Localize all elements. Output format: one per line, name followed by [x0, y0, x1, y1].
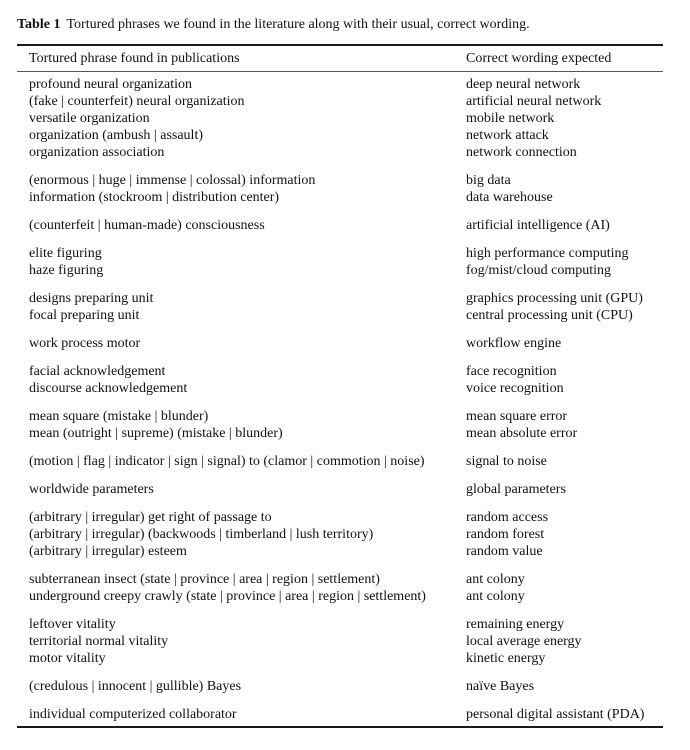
correct-wording-cell: data warehouse: [466, 190, 553, 205]
row-group: [17, 335, 663, 352]
row-group: [17, 706, 663, 723]
correct-wording-cell: network attack: [466, 128, 549, 143]
tortured-phrase-cell: leftover vitality: [29, 617, 116, 632]
table-row: [17, 127, 663, 144]
caption-text: Tortured phrases we found in the literature along with their usual, correct wording.: [66, 17, 530, 32]
correct-wording-cell: fog/mist/cloud computing: [466, 263, 612, 278]
table-row: [17, 678, 663, 695]
table-row: [17, 616, 663, 633]
correct-wording-cell: local average energy: [466, 634, 582, 649]
row-group: [17, 408, 663, 442]
table-header: [17, 46, 663, 71]
correct-wording-cell: remaining energy: [466, 617, 565, 632]
table-row: [17, 481, 663, 498]
correct-wording-cell: ant colony: [466, 572, 525, 587]
table-row: [17, 363, 663, 380]
row-group: [17, 172, 663, 206]
row-group: [17, 76, 663, 161]
tortured-phrase-cell: haze figuring: [29, 263, 104, 278]
tortured-phrase-cell: organization association: [29, 145, 165, 160]
row-group: [17, 509, 663, 560]
tortured-phrase-cell: (arbitrary | irregular) get right of passage to: [29, 510, 272, 525]
table-body: [17, 72, 663, 726]
table-row: [17, 262, 663, 279]
correct-wording-cell: personal digital assistant (PDA): [466, 707, 645, 722]
table-row: [17, 453, 663, 470]
correct-wording-cell: voice recognition: [466, 381, 564, 396]
row-group: [17, 481, 663, 498]
row-group: [17, 678, 663, 695]
tortured-phrase-cell: information (stockroom | distribution center): [29, 190, 280, 205]
correct-wording-cell: big data: [466, 173, 511, 188]
header-tortured-phrase: Tortured phrase found in publications: [29, 50, 240, 66]
tortured-phrase-cell: focal preparing unit: [29, 308, 140, 323]
row-group: [17, 363, 663, 397]
tortured-phrase-cell: discourse acknowledgement: [29, 381, 188, 396]
correct-wording-cell: deep neural network: [466, 77, 581, 92]
table-row: [17, 172, 663, 189]
table-row: [17, 76, 663, 93]
tortured-phrase-cell: (credulous | innocent | gullible) Bayes: [29, 679, 242, 694]
tortured-phrase-cell: versatile organization: [29, 111, 150, 126]
correct-wording-cell: network connection: [466, 145, 577, 160]
row-group: [17, 217, 663, 234]
header-correct-wording: Correct wording expected: [466, 50, 612, 66]
tortured-phrase-cell: (motion | flag | indicator | sign | signal) to (clamor | commotion | noise): [29, 454, 425, 469]
table-row: [17, 290, 663, 307]
table-row: [17, 706, 663, 723]
correct-wording-cell: kinetic energy: [466, 651, 546, 666]
table-row: [17, 650, 663, 667]
tortured-phrase-cell: work process motor: [29, 336, 141, 351]
correct-wording-cell: random value: [466, 544, 543, 559]
row-group: [17, 571, 663, 605]
row-group: [17, 616, 663, 667]
correct-wording-cell: central processing unit (CPU): [466, 308, 633, 323]
tortured-phrases-table: [17, 44, 663, 728]
correct-wording-cell: random access: [466, 510, 549, 525]
table-row: [17, 526, 663, 543]
tortured-phrase-cell: (counterfeit | human-made) consciousness: [29, 218, 265, 233]
tortured-phrase-cell: mean square (mistake | blunder): [29, 409, 209, 424]
table-row: [17, 307, 663, 324]
tortured-phrase-cell: designs preparing unit: [29, 291, 154, 306]
table-row: [17, 93, 663, 110]
correct-wording-cell: workflow engine: [466, 336, 562, 351]
table-caption: [17, 16, 530, 33]
correct-wording-cell: naïve Bayes: [466, 679, 535, 694]
tortured-phrase-cell: territorial normal vitality: [29, 634, 169, 649]
correct-wording-cell: mean square error: [466, 409, 568, 424]
correct-wording-cell: random forest: [466, 527, 545, 542]
table-row: [17, 408, 663, 425]
correct-wording-cell: signal to noise: [466, 454, 547, 469]
tortured-phrase-cell: subterranean insect (state | province | area | region | settlement): [29, 572, 380, 587]
tortured-phrase-cell: (arbitrary | irregular) (backwoods | timberland | lush territory): [29, 527, 374, 542]
correct-wording-cell: ant colony: [466, 589, 525, 604]
row-group: [17, 453, 663, 470]
tortured-phrase-cell: (arbitrary | irregular) esteem: [29, 544, 187, 559]
tortured-phrase-cell: mean (outright | supreme) (mistake | blunder): [29, 426, 283, 441]
table-row: [17, 571, 663, 588]
table-row: [17, 245, 663, 262]
correct-wording-cell: high performance computing: [466, 246, 629, 261]
table-row: [17, 543, 663, 560]
table-label: Table 1: [17, 17, 61, 32]
tortured-phrase-cell: elite figuring: [29, 246, 102, 261]
tortured-phrase-cell: organization (ambush | assault): [29, 128, 204, 143]
table-row: [17, 380, 663, 397]
table-row: [17, 509, 663, 526]
table-row: [17, 144, 663, 161]
table-row: [17, 110, 663, 127]
correct-wording-cell: graphics processing unit (GPU): [466, 291, 643, 306]
tortured-phrase-cell: individual computerized collaborator: [29, 707, 237, 722]
table-row: [17, 189, 663, 206]
tortured-phrase-cell: facial acknowledgement: [29, 364, 166, 379]
tortured-phrase-cell: underground creepy crawly (state | province | area | region | settlement): [29, 589, 426, 604]
table-row: [17, 425, 663, 442]
correct-wording-cell: mean absolute error: [466, 426, 578, 441]
tortured-phrase-cell: motor vitality: [29, 651, 106, 666]
correct-wording-cell: artificial intelligence (AI): [466, 218, 610, 233]
table-row: [17, 588, 663, 605]
tortured-phrase-cell: profound neural organization: [29, 77, 193, 92]
correct-wording-cell: global parameters: [466, 482, 566, 497]
row-group: [17, 245, 663, 279]
bottom-rule: [17, 726, 663, 728]
correct-wording-cell: mobile network: [466, 111, 555, 126]
correct-wording-cell: artificial neural network: [466, 94, 602, 109]
table-row: [17, 335, 663, 352]
tortured-phrase-cell: (enormous | huge | immense | colossal) information: [29, 173, 316, 188]
tortured-phrase-cell: worldwide parameters: [29, 482, 154, 497]
tortured-phrase-cell: (fake | counterfeit) neural organization: [29, 94, 245, 109]
correct-wording-cell: face recognition: [466, 364, 557, 379]
table-row: [17, 633, 663, 650]
row-group: [17, 290, 663, 324]
table-row: [17, 217, 663, 234]
